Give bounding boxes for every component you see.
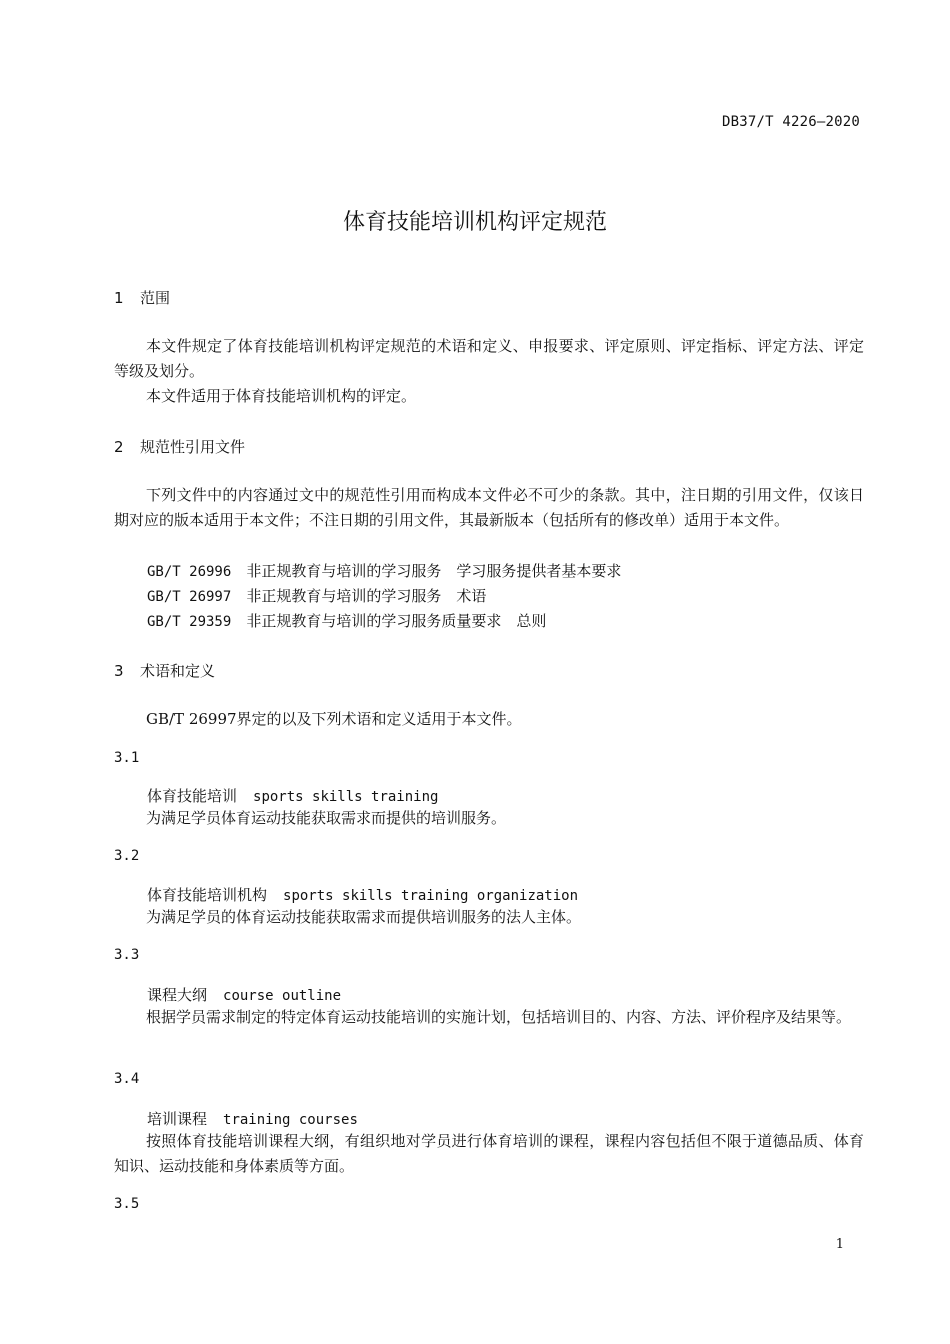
- document-title: 体育技能培训机构评定规范: [342, 210, 607, 235]
- section-number: 1: [114, 289, 124, 307]
- section-2-heading: [114, 436, 864, 457]
- terms-intro-paragraph: GB/T 26997界定的以及下列术语和定义适用于本文件。: [146, 710, 522, 728]
- reference-code: GB/T 26997: [147, 589, 232, 605]
- clause-number: 3.4: [114, 1071, 140, 1087]
- term-english: sports skills training: [253, 789, 439, 805]
- term-definition: 为满足学员的体育运动技能获取需求而提供培训服务的法人主体。: [146, 908, 582, 926]
- term-definition: 按照体育技能培训课程大纲，有组织地对学员进行体育培训的课程，课程内容包括但不限于道德品质、体育知识、运动技能和身体素质等方面。: [114, 1132, 864, 1175]
- term-entry: [147, 1108, 358, 1129]
- standard-code: DB37/T 4226—2020: [721, 114, 860, 130]
- reference-code: GB/T 29359: [147, 614, 232, 630]
- term-english: sports skills training organization: [283, 888, 579, 904]
- section-3-heading: [114, 660, 864, 681]
- reference-code: GB/T 26996: [147, 564, 232, 580]
- term-entry: [147, 884, 578, 905]
- term-chinese: 课程大纲: [147, 986, 208, 1004]
- reference-title: 非正规教育与培训的学习服务 术语: [246, 587, 487, 605]
- reference-item: [147, 585, 486, 606]
- term-definition: 根据学员需求制定的特定体育运动技能培训的实施计划，包括培训目的、内容、方法、评价程序及结果等。: [146, 1008, 852, 1026]
- section-1-heading: [114, 287, 864, 308]
- reference-item: [147, 560, 621, 581]
- clause-number: 3.2: [114, 848, 140, 864]
- normative-paragraph: 下列文件中的内容通过文中的规范性引用而构成本文件必不可少的条款。其中，注日期的引用文件，仅该日期对应的版本适用于本文件；不注日期的引用文件，其最新版本（包括所有的修改单）适用于本文件。: [114, 486, 864, 529]
- scope-paragraph-1: 本文件规定了体育技能培训机构评定规范的术语和定义、申报要求、评定原则、评定指标、评定方法、评定等级及划分。: [114, 337, 864, 380]
- section-title: 术语和定义: [140, 662, 216, 680]
- term-chinese: 培训课程: [147, 1110, 208, 1128]
- term-english: training courses: [223, 1112, 358, 1128]
- section-number: 2: [114, 438, 124, 456]
- reference-title: 非正规教育与培训的学习服务 学习服务提供者基本要求: [246, 562, 622, 580]
- clause-number: 3.5: [114, 1196, 140, 1212]
- section-number: 3: [114, 662, 124, 680]
- term-definition: 为满足学员体育运动技能获取需求而提供的培训服务。: [146, 809, 507, 827]
- page-number: 1: [835, 1237, 844, 1252]
- clause-number: 3.3: [114, 947, 140, 963]
- term-chinese: 体育技能培训: [147, 787, 238, 805]
- term-entry: [147, 785, 438, 806]
- reference-title: 非正规教育与培训的学习服务质量要求 总则: [246, 612, 547, 630]
- section-title: 规范性引用文件: [140, 438, 246, 456]
- term-english: course outline: [223, 988, 342, 1004]
- section-title: 范围: [140, 289, 171, 307]
- reference-item: [147, 610, 546, 631]
- term-entry: [147, 984, 341, 1005]
- scope-paragraph-2: 本文件适用于体育技能培训机构的评定。: [146, 387, 417, 405]
- clause-number: 3.1: [114, 750, 140, 766]
- term-chinese: 体育技能培训机构: [147, 886, 268, 904]
